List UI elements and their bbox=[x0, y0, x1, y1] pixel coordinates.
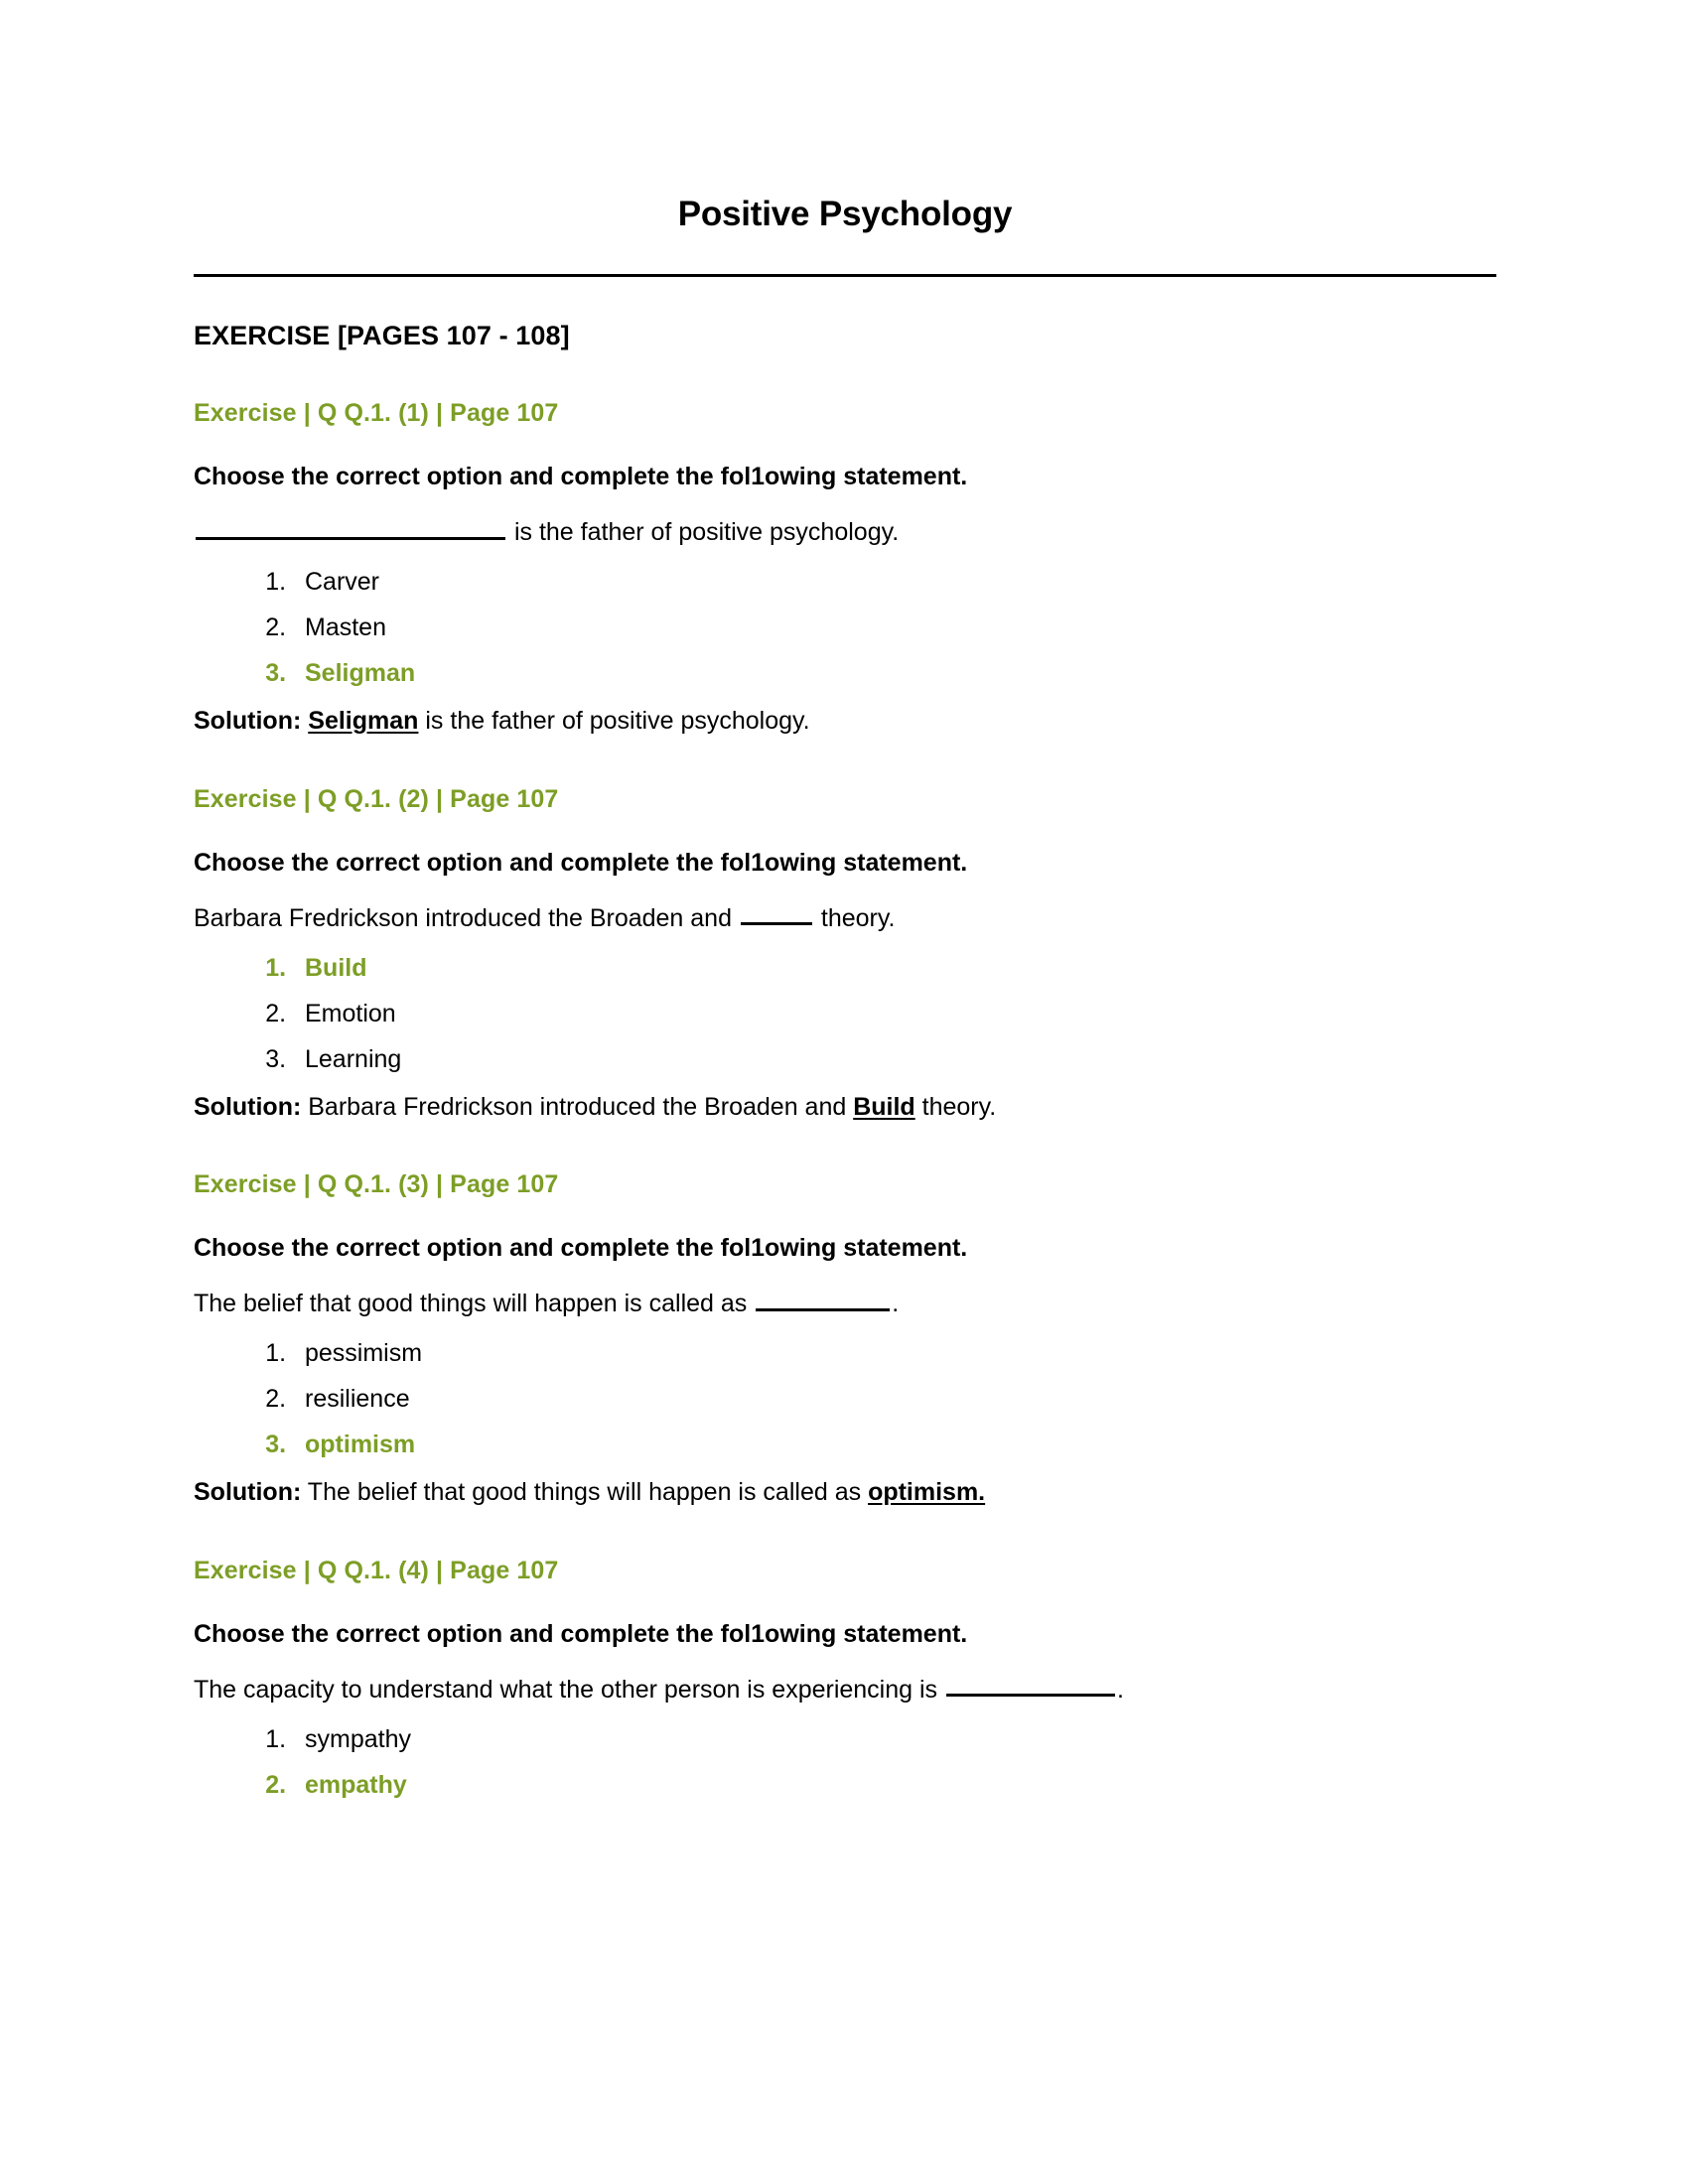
solution-text-after-answer: theory. bbox=[914, 1092, 997, 1121]
exercise-section-heading: EXERCISE [PAGES 107 - 108] bbox=[194, 321, 570, 350]
solution-answer: Seligman bbox=[308, 707, 419, 735]
answer-blank bbox=[741, 899, 812, 926]
question-block bbox=[194, 785, 1496, 1124]
option-item-correct[interactable]: 2. empathy bbox=[293, 1765, 1496, 1805]
title-divider bbox=[194, 274, 1496, 277]
solution-answer: Build bbox=[853, 1092, 915, 1121]
option-item[interactable]: 2. resilience bbox=[293, 1379, 1496, 1419]
solution-label: Solution: bbox=[194, 1478, 302, 1506]
solution-label: Solution: bbox=[194, 707, 302, 735]
option-item-correct[interactable]: 3. Seligman bbox=[293, 653, 1496, 693]
page-title: Positive Psychology bbox=[677, 195, 1013, 233]
option-item-correct[interactable]: 1. Build bbox=[293, 948, 1496, 988]
question-prompt: Choose the correct option and complete the fol1owing statement. bbox=[194, 1234, 968, 1262]
question-block bbox=[194, 399, 1496, 738]
question-block bbox=[194, 1557, 1496, 1805]
question-statement bbox=[194, 1671, 1496, 1706]
option-item[interactable]: 3. Learning bbox=[293, 1039, 1496, 1079]
question-reference[interactable]: Exercise | Q Q.1. (3) | Page 107 bbox=[194, 1170, 559, 1198]
solution-text-after-answer: is the father of positive psychology. bbox=[418, 707, 810, 735]
option-item-correct[interactable]: 3. optimism bbox=[293, 1425, 1496, 1464]
question-prompt: Choose the correct option and complete the fol1owing statement. bbox=[194, 463, 968, 490]
question-prompt: Choose the correct option and complete the fol1owing statement. bbox=[194, 848, 968, 877]
question-statement bbox=[194, 1285, 1496, 1319]
solution-line bbox=[194, 1476, 1496, 1509]
statement-text-after-blank: is the father of positive psychology. bbox=[507, 517, 900, 546]
question-statement bbox=[194, 899, 1496, 934]
answer-blank bbox=[196, 513, 505, 540]
page-content bbox=[194, 0, 1496, 1811]
option-item[interactable]: 1. pessimism bbox=[293, 1333, 1496, 1373]
solution-answer: optimism. bbox=[868, 1478, 986, 1506]
questions-container bbox=[194, 399, 1496, 1805]
option-item[interactable]: 2. Masten bbox=[293, 608, 1496, 647]
option-list bbox=[194, 948, 1496, 1079]
question-reference[interactable]: Exercise | Q Q.1. (1) | Page 107 bbox=[194, 399, 559, 427]
statement-text-after-blank: . bbox=[1117, 1675, 1124, 1704]
option-item[interactable]: 1. sympathy bbox=[293, 1719, 1496, 1759]
statement-text-before-blank: The belief that good things will happen is called as bbox=[194, 1289, 755, 1317]
solution-line bbox=[194, 705, 1496, 738]
question-reference[interactable]: Exercise | Q Q.1. (4) | Page 107 bbox=[194, 1556, 559, 1584]
answer-blank bbox=[756, 1285, 890, 1311]
option-list bbox=[194, 562, 1496, 693]
option-item[interactable]: 1. Carver bbox=[293, 562, 1496, 602]
option-item[interactable]: 2. Emotion bbox=[293, 994, 1496, 1033]
question-prompt: Choose the correct option and complete the fol1owing statement. bbox=[194, 1619, 968, 1648]
statement-text-before-blank: The capacity to understand what the other person is experiencing is bbox=[194, 1675, 944, 1704]
option-list bbox=[194, 1719, 1496, 1805]
statement-text-before-blank: Barbara Fredrickson introduced the Broaden and bbox=[194, 903, 739, 932]
question-statement bbox=[194, 513, 1496, 548]
statement-text-after-blank: theory. bbox=[813, 903, 896, 932]
solution-line bbox=[194, 1091, 1496, 1124]
question-reference[interactable]: Exercise | Q Q.1. (2) | Page 107 bbox=[194, 784, 559, 813]
statement-text-after-blank: . bbox=[892, 1289, 900, 1317]
solution-text-before-answer: Barbara Fredrickson introduced the Broaden and bbox=[301, 1092, 854, 1121]
solution-label: Solution: bbox=[194, 1092, 302, 1121]
question-block bbox=[194, 1170, 1496, 1509]
option-list bbox=[194, 1333, 1496, 1464]
solution-text-before-answer: The belief that good things will happen is called as bbox=[301, 1478, 869, 1506]
answer-blank bbox=[946, 1671, 1115, 1698]
